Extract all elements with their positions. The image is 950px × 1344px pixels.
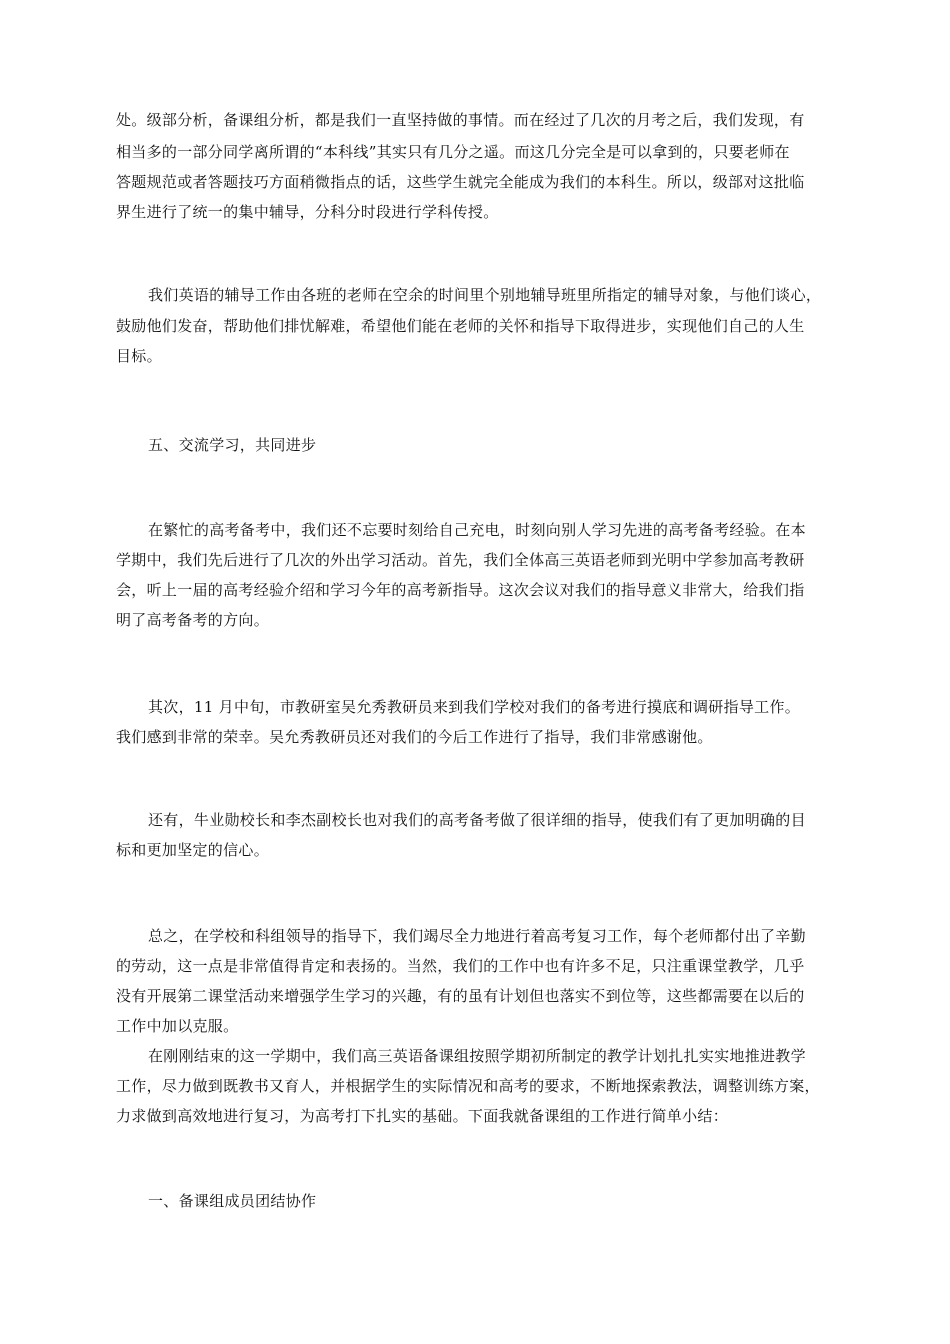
- text-line: 明了高考备考的方向。: [116, 611, 270, 629]
- text-line: 相当多的一部分同学离所谓的“本科线”其实只有几分之遥。而这几分完全是可以拿到的，只要老师在: [116, 143, 790, 161]
- text-line: 答题规范或者答题技巧方面稍微指点的话，这些学生就完全能成为我们的本科生。所以，级部对这批临: [116, 173, 805, 191]
- text-line: 鼓励他们发奋，帮助他们排忧解难，希望他们能在老师的关怀和指导下取得进步，实现他们自己的人生: [116, 317, 805, 335]
- text-line: 工作，尽力做到既教书又育人，并根据学生的实际情况和高考的要求，不断地探索教法，调整训练方案，: [116, 1077, 820, 1095]
- text-line: 在刚刚结束的这一学期中，我们高三英语备课组按照学期初所制定的教学计划扎扎实实地推进教学: [148, 1047, 806, 1065]
- text-line: 总之，在学校和科组领导的指导下，我们竭尽全力地进行着高考复习工作，每个老师都付出了辛勤: [148, 927, 806, 945]
- text-line: 目标。: [116, 347, 162, 365]
- text-line: 处。级部分析，备课组分析，都是我们一直坚持做的事情。而在经过了几次的月考之后，我们发现，有: [116, 111, 805, 129]
- text-line: 我们感到非常的荣幸。吴允秀教研员还对我们的今后工作进行了指导，我们非常感谢他。: [116, 728, 713, 746]
- text-line: 力求做到高效地进行复习，为高考打下扎实的基础。下面我就备课组的工作进行简单小结：: [116, 1107, 729, 1125]
- text-line: 还有，牛业勋校长和李杰副校长也对我们的高考备考做了很详细的指导，使我们有了更加明确的目: [148, 811, 806, 829]
- text-line: 界生进行了统一的集中辅导，分科分时段进行学科传授。: [116, 203, 499, 221]
- text-line: 工作中加以克服。: [116, 1017, 239, 1035]
- text-line: 没有开展第二课堂活动来增强学生学习的兴趣，有的虽有计划但也落实不到位等，这些都需要在以后的: [116, 987, 805, 1005]
- text-line: 在繁忙的高考备考中，我们还不忘要时刻给自己充电，时刻向别人学习先进的高考备考经验。在本: [148, 521, 806, 539]
- text-line: 其次，11 月中旬，市教研室吴允秀教研员来到我们学校对我们的备考进行摸底和调研指导工作。: [148, 698, 801, 716]
- text-line: 标和更加坚定的信心。: [116, 841, 270, 859]
- text-line: 会，听上一届的高考经验介绍和学习今年的高考新指导。这次会议对我们的指导意义非常大，给我们指: [116, 581, 805, 599]
- section-heading: 一、备课组成员团结协作: [148, 1192, 317, 1210]
- text-line: 学期中，我们先后进行了几次的外出学习活动。首先，我们全体高三英语老师到光明中学参加高考教研: [116, 551, 805, 569]
- section-heading: 五、交流学习，共同进步: [148, 436, 317, 454]
- text-line: 的劳动，这一点是非常值得肯定和表扬的。当然，我们的工作中也有许多不足，只注重课堂教学，几乎: [116, 957, 805, 975]
- text-line: 我们英语的辅导工作由各班的老师在空余的时间里个别地辅导班里所指定的辅导对象，与他们谈心，: [148, 286, 822, 304]
